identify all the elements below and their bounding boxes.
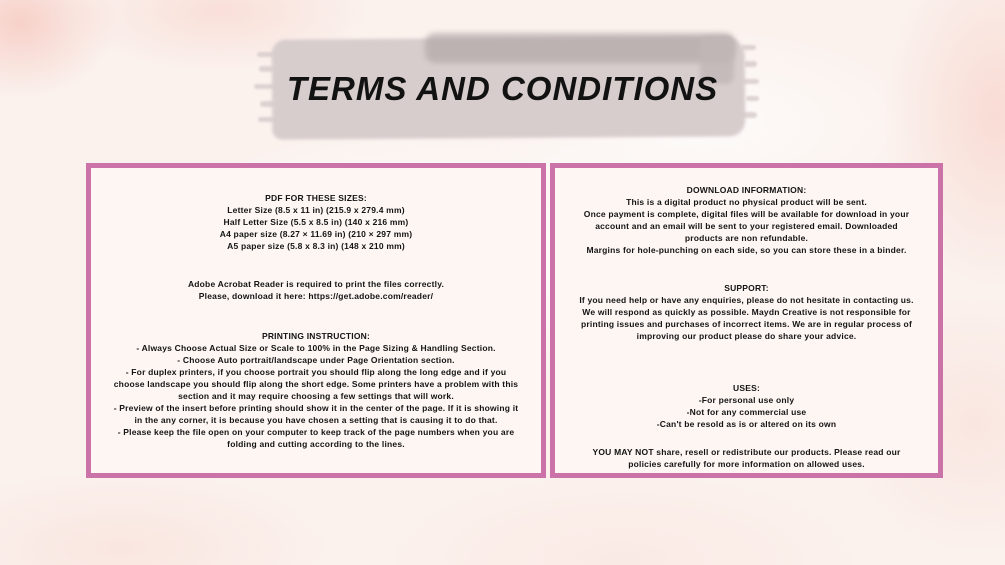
download-line: Once payment is complete, digital files will be available for download in your account and an email will be sent to your registered email. Downloaded products are non refundable. — [583, 209, 910, 243]
uses-line: -Not for any commercial use — [686, 407, 807, 417]
support-heading: SUPPORT: — [724, 283, 769, 293]
adobe-reader-section — [113, 278, 519, 302]
printing-bullet: - Preview of the insert before printing should show it in the center of the page. If it is showing it in the any corner, it is because you have chosen a setting that is causing it to do that. — [113, 403, 519, 425]
page-title: TERMS AND CONDITIONS — [286, 70, 719, 107]
printing-bullet: - For duplex printers, if you choose portrait you should flip along the long edge and if you choose landscape you should flip along the short edge. Some printers have a problem with this section and it may require choosing a few settings that will work. — [113, 367, 519, 401]
printing-bullet: - Please keep the file open on your computer to keep track of the page numbers when you are folding and cutting according to the lines. — [117, 427, 515, 449]
brush-bristle — [744, 61, 757, 67]
size-line-half-letter: Half Letter Size (5.5 x 8.5 in) (140 x 216 mm) — [223, 217, 409, 227]
uses-heading: USES: — [733, 383, 760, 393]
printing-instruction-section — [113, 330, 519, 450]
adobe-reader-note: Adobe Acrobat Reader is required to print the files correctly. — [187, 279, 445, 289]
brush-stroke-dark-patch — [425, 33, 735, 63]
brush-bristle — [740, 112, 757, 118]
download-information-heading: DOWNLOAD INFORMATION: — [686, 185, 807, 195]
download-line: This is a digital product no physical product will be sent. — [626, 197, 867, 207]
pdf-sizes-section — [113, 192, 519, 252]
resell-policy-text: YOU MAY NOT share, resell or redistribute our products. Please read our policies carefully for more information on allowed uses. — [592, 447, 901, 469]
download-information-section — [575, 184, 918, 256]
pdf-sizes-heading: PDF FOR THESE SIZES: — [265, 193, 367, 203]
brush-bristle — [741, 45, 756, 50]
support-text: If you need help or have any enquiries, please do not hesitate in contacting us. We will respond as quickly as possible. Maydn Creative is not responsible for printing issues and purchases of incorrect items. We are in regular process of improving our product please do share your advice. — [579, 295, 914, 341]
size-line-letter: Letter Size (8.5 x 11 in) (215.9 x 279.4 mm) — [227, 205, 405, 215]
right-panel — [550, 163, 943, 478]
uses-line: -Can't be resold as is or altered on its own — [656, 419, 837, 429]
brush-bristle — [258, 117, 277, 122]
uses-line: -For personal use only — [698, 395, 795, 405]
uses-section — [575, 382, 918, 430]
left-panel — [86, 163, 546, 478]
resell-policy-section — [575, 446, 918, 470]
adobe-download-link[interactable]: Please, download it here: https://get.adobe.com/reader/ — [198, 291, 434, 301]
brush-bristle — [257, 52, 275, 57]
size-line-a5: A5 paper size (5.8 x 8.3 in) (148 x 210 mm) — [227, 241, 405, 251]
download-line: Margins for hole-punching on each side, so you can store these in a binder. — [586, 245, 907, 255]
printing-instruction-heading: PRINTING INSTRUCTION: — [261, 331, 371, 341]
size-line-a4: A4 paper size (8.27 × 11.69 in) (210 × 297 mm) — [219, 229, 413, 239]
support-section — [575, 282, 918, 342]
printing-bullet: - Always Choose Actual Size or Scale to 100% in the Page Sizing & Handling Section. — [136, 343, 496, 353]
printing-bullet: - Choose Auto portrait/landscape under Page Orientation section. — [177, 355, 455, 365]
